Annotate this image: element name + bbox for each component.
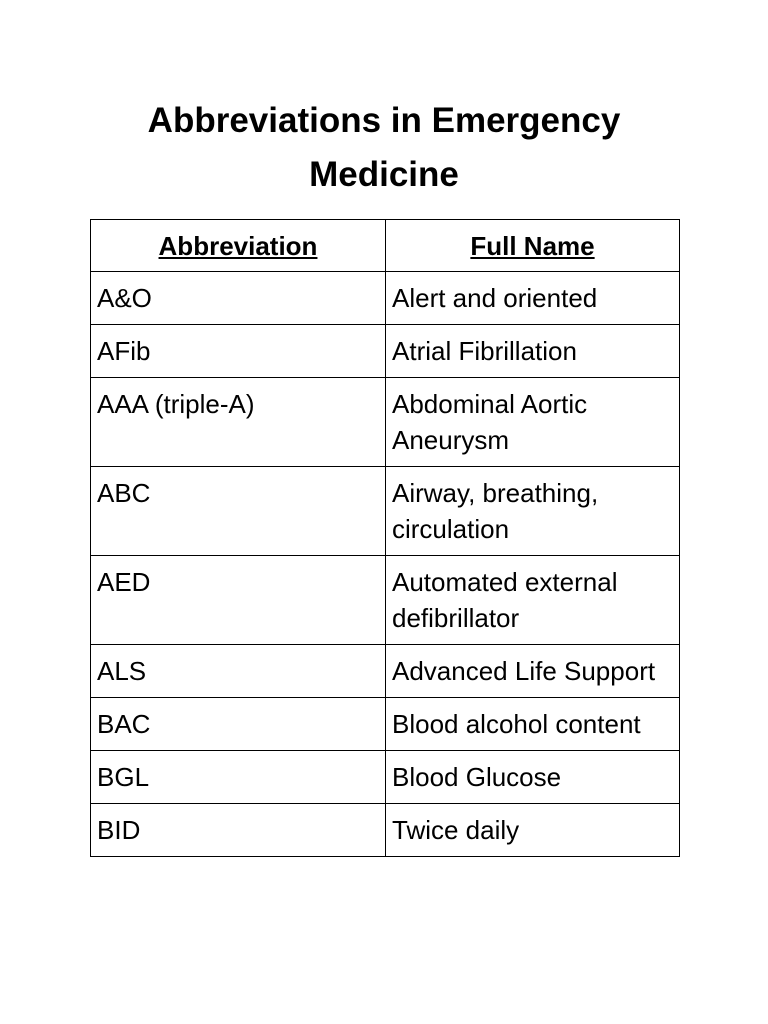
full-name-cell: Automated external defibrillator <box>386 556 680 645</box>
full-name-cell: Advanced Life Support <box>386 645 680 698</box>
page-title: Abbreviations in Emergency Medicine <box>147 101 621 194</box>
table-row <box>91 272 680 325</box>
table-row <box>91 378 680 467</box>
full-name-cell: Atrial Fibrillation <box>386 325 680 378</box>
abbreviation-cell: AFib <box>91 325 386 378</box>
abbreviation-cell: A&O <box>91 272 386 325</box>
full-name-cell: Airway, breathing, circulation <box>386 467 680 556</box>
table-row <box>91 804 680 857</box>
table-row <box>91 751 680 804</box>
abbreviation-cell: BID <box>91 804 386 857</box>
table-row <box>91 325 680 378</box>
abbreviation-cell: ALS <box>91 645 386 698</box>
abbreviations-table <box>90 219 680 857</box>
table-row <box>91 467 680 556</box>
abbreviation-cell: AED <box>91 556 386 645</box>
abbreviation-cell: ABC <box>91 467 386 556</box>
abbreviation-cell: BGL <box>91 751 386 804</box>
table-row <box>91 645 680 698</box>
full-name-cell: Abdominal Aortic Aneurysm <box>386 378 680 467</box>
full-name-cell: Blood alcohol content <box>386 698 680 751</box>
table-row <box>91 556 680 645</box>
abbreviation-cell: BAC <box>91 698 386 751</box>
full-name-cell: Alert and oriented <box>386 272 680 325</box>
full-name-cell: Blood Glucose <box>386 751 680 804</box>
full-name-cell: Twice daily <box>386 804 680 857</box>
table-row <box>91 698 680 751</box>
column-header-abbreviation: Abbreviation <box>91 220 386 272</box>
abbreviation-cell: AAA (triple-A) <box>91 378 386 467</box>
table-header-row <box>91 220 680 272</box>
column-header-full-name: Full Name <box>386 220 680 272</box>
